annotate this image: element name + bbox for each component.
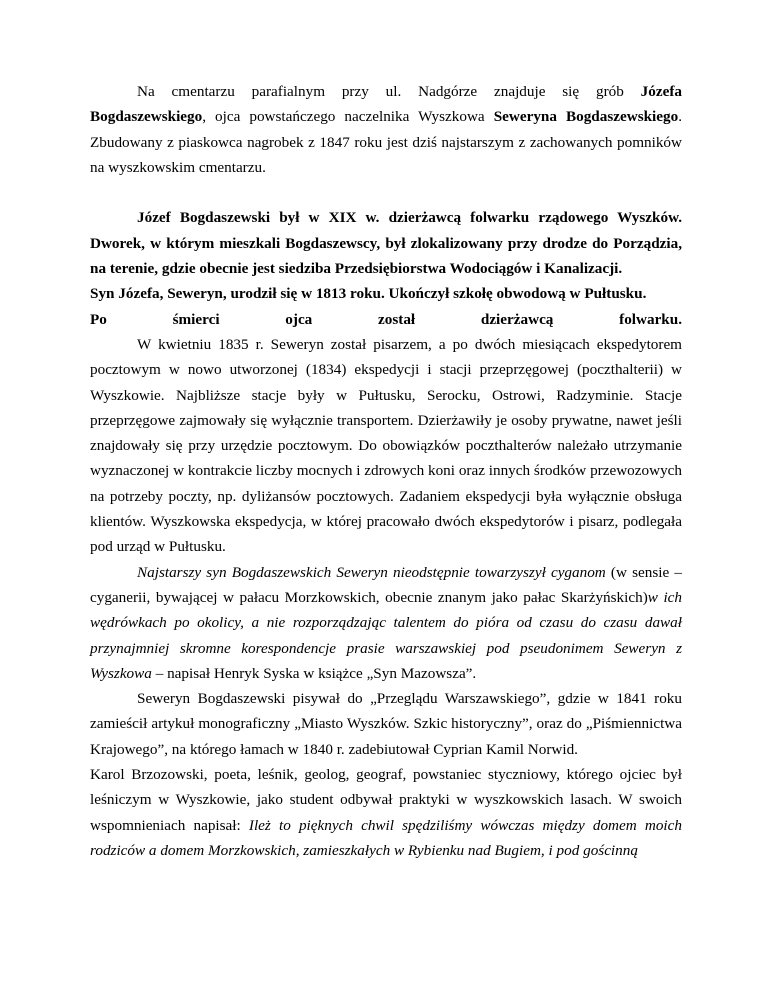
name-seweryn: Seweryna Bogdaszewskiego (493, 108, 679, 126)
grave-text-1: Na cmentarzu parafialnym przy ul. Nadgórze znajduje się grób (137, 83, 641, 100)
paragraph-son-birth: Syn Józefa, Seweryn, urodził się w 1813 roku. Ukończył szkołę obwodową w Pułtusku. (90, 285, 647, 303)
quote-part-1: Najstarszy syn Bogdaszewskich Seweryn nieodstępnie towarzyszył cyganom (137, 563, 606, 581)
name-jozef: Józefa Bogdaszewskiego (90, 83, 682, 126)
paragraph-publications: Seweryn Bogdaszewski pisywał do „Przeglądu Warszawskiego”, gdzie w 1841 roku zamieścił artykuł monograficzny „Miasto Wyszków. Szkic historyczny”, oraz do „Piśmiennictwa Krajowego”, na którego łamach w 1840 r. zadebiutował Cyprian Kamil Norwid. (90, 690, 682, 758)
quote-aside: (w sensie – cyganerii, bywającej w pałacu Morzkowskich, obecnie znanym jako pałac Skarżyńskich) (90, 563, 682, 606)
brzozowski-intro: Karol Brzozowski, poeta, leśnik, geolog, geograf, powstaniec styczniowy, którego ojciec był leśniczym w Wyszkowie, jako student odbywał praktyki w wyszkowskich lasach. W swoich wspomnieniach napisał: (90, 766, 682, 834)
brzozowski-quote: Ileż to pięknych chwil spędziliśmy wówczas między domem moich rodziców a domem Morzkowskich, zamieszkałych w Rybienku nad Bugiem, i pod gościnną (90, 816, 682, 859)
quote-attribution: – napisał Henryk Syska w książce „Syn Mazowsza”. (151, 664, 477, 682)
grave-text-2: , ojca powstańczego naczelnika Wyszkowa (202, 108, 494, 126)
paragraph-syska-quote (90, 560, 682, 686)
document-page (90, 79, 682, 863)
grave-text-3: . Zbudowany z piaskowca nagrobek z 1847 roku jest dziś najstarszym z zachowanych pomników na wyszkowskim cmentarzu. (90, 108, 682, 176)
paragraph-post-office: W kwietniu 1835 r. Seweryn został pisarzem, a po dwóch miesiącach ekspedytorem pocztowym w nowo utworzonej (1834) ekspedycji i stacji przeprzęgowej (poczthalterii) w Wyszkowie. Najbliższe stacje były w Pułtusku, Serocku, Ostrowi, Radzyminie. Stacje przeprzęgowe zajmowały się wyłącznie transportem. Dzierżawiły je osoby prywatne, nawet jeśli znajdowały się przy urzędzie pocztowym. Do obowiązków poczthalterów należało utrzymanie wyznaczonej w kontrakcie liczby mocnych i zdrowych koni oraz innych środków przewozowych na potrzeby poczty, np. dyliżansów pocztowych. Zadaniem ekspedycji była wyłącznie obsługa klientów. Wyszkowska ekspedycja, w której pracowało dwóch ekspedytorów i pisarz, podlegała pod urząd w Pułtusku. (90, 335, 682, 556)
paragraph-jozef: Józef Bogdaszewski był w XIX w. dzierżawcą folwarku rządowego Wyszków. Dworek, w którym mieszkali Bogdaszewscy, był zlokalizowany przy drodze do Porządzia, na terenie, gdzie obecnie jest siedziba Przedsiębiorstwa Wodociągów i Kanalizacji. (90, 209, 682, 278)
paragraph-son-lease: Po śmierci ojca został dzierżawcą folwarku. (90, 310, 682, 328)
quote-part-2: w ich wędrówkach po okolicy, a nie rozporządzając talentem do pióra od czasu do czasu dawał przynajmniej skromne korespondencje prasie warszawskiej pod pseudonimem Seweryn z Wyszkowa (90, 588, 682, 682)
paragraph-grave (90, 79, 682, 180)
paragraph-brzozowski (90, 762, 682, 863)
